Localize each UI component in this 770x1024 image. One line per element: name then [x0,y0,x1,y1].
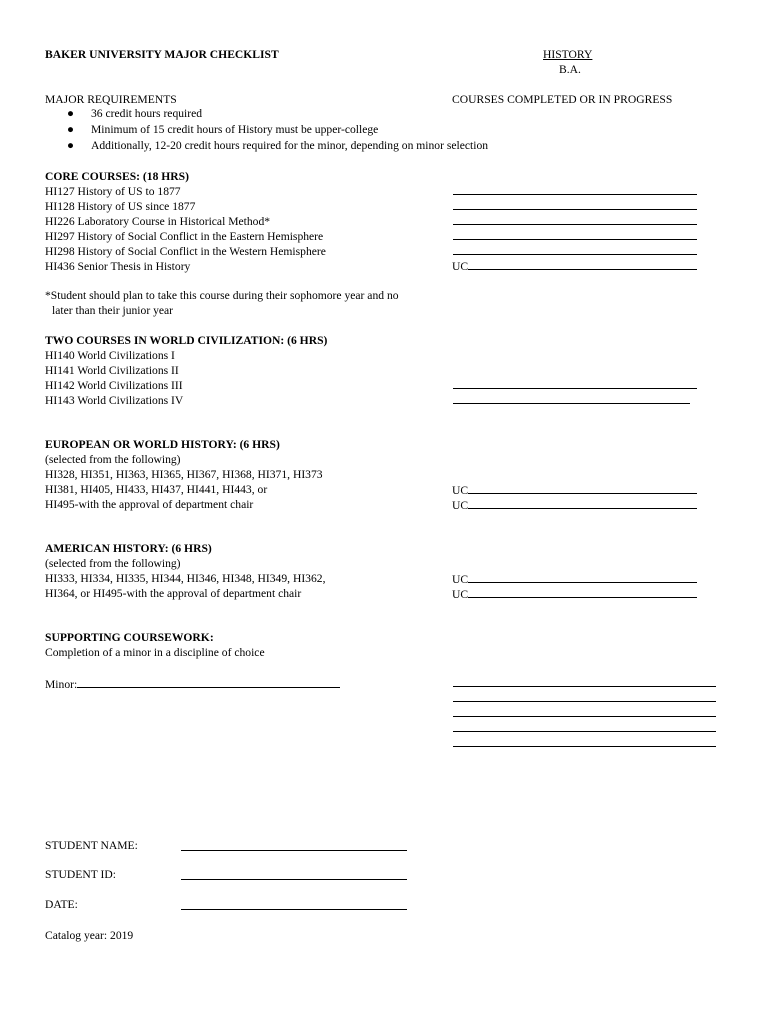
course-item: HI142 World Civilizations III [45,379,183,392]
american-history-heading: AMERICAN HISTORY: (6 HRS) [45,542,212,555]
date-label: DATE: [45,898,78,911]
uc-completion-field[interactable] [452,482,697,498]
minor-field[interactable] [45,676,340,692]
minor-label: Minor: [45,678,78,691]
bullet-icon: ● [67,123,75,136]
european-history-section [45,437,323,512]
core-note: *Student should plan to take this course during their sophomore year and no [45,289,399,302]
major-name: HISTORY [543,48,593,61]
date-field[interactable] [181,909,407,910]
completion-blank[interactable] [453,194,697,195]
supporting-description: Completion of a minor in a discipline of choice [45,646,265,659]
document-title: BAKER UNIVERSITY MAJOR CHECKLIST [45,48,279,61]
core-note-continued: later than their junior year [52,304,174,317]
bullet-icon: ● [67,107,75,120]
completion-blank[interactable] [453,716,716,717]
bullet-icon: ● [67,139,75,152]
requirement-text: 36 credit hours required [91,107,203,120]
completion-blank[interactable] [453,746,716,747]
list-item [67,138,488,154]
completion-blank[interactable] [453,403,690,404]
course-item: HI298 History of Social Conflict in the Western Hemisphere [45,245,326,258]
requirement-text: Additionally, 12-20 credit hours required for the minor, depending on minor selection [91,139,489,152]
uc-prefix: UC [452,499,469,512]
uc-completion-field[interactable] [452,258,697,274]
course-options: HI381, HI405, HI433, HI437, HI441, HI443, or [45,483,268,496]
completion-blank[interactable] [453,254,697,255]
selection-note: (selected from the following) [45,453,181,466]
course-item: HI127 History of US to 1877 [45,185,181,198]
uc-completion-field[interactable] [452,497,697,513]
course-options: HI328, HI351, HI363, HI365, HI367, HI368, HI371, HI373 [45,468,323,481]
list-item [67,122,488,138]
course-item: HI141 World Civilizations II [45,364,179,377]
uc-completion-field[interactable] [452,571,697,587]
core-courses-heading: CORE COURSES: (18 HRS) [45,170,189,183]
course-item: HI436 Senior Thesis in History [45,260,191,273]
course-options: HI333, HI334, HI335, HI344, HI346, HI348, HI349, HI362, [45,572,326,585]
student-id-label: STUDENT ID: [45,868,116,881]
uc-prefix: UC [452,588,469,601]
completion-blank[interactable] [453,209,697,210]
uc-prefix: UC [452,573,469,586]
supporting-section [45,630,265,660]
completion-blank[interactable] [453,239,697,240]
world-civ-section [45,333,327,408]
uc-prefix: UC [452,260,469,273]
catalog-year: Catalog year: 2019 [45,929,134,942]
completion-blank[interactable] [453,686,716,687]
selection-note: (selected from the following) [45,557,181,570]
courses-completed-heading: COURSES COMPLETED OR IN PROGRESS [452,93,673,106]
course-item: HI226 Laboratory Course in Historical Method* [45,215,271,228]
requirement-text: Minimum of 15 credit hours of History must be upper-college [91,123,379,136]
requirements-list [67,106,488,154]
american-history-section [45,541,325,601]
core-courses-section [45,169,326,274]
degree-label: B.A. [559,63,581,76]
completion-blank[interactable] [453,701,716,702]
uc-completion-field[interactable] [452,586,697,602]
course-item: HI297 History of Social Conflict in the Eastern Hemisphere [45,230,324,243]
student-name-label: STUDENT NAME: [45,839,138,852]
student-name-field[interactable] [181,850,407,851]
completion-blank[interactable] [453,388,697,389]
course-item: HI140 World Civilizations I [45,349,175,362]
student-id-field[interactable] [181,879,407,880]
course-options: HI364, or HI495-with the approval of department chair [45,587,302,600]
course-item: HI128 History of US since 1877 [45,200,196,213]
list-item [67,106,488,122]
uc-prefix: UC [452,484,469,497]
world-civ-heading: TWO COURSES IN WORLD CIVILIZATION: (6 HRS) [45,334,328,347]
european-history-heading: EUROPEAN OR WORLD HISTORY: (6 HRS) [45,438,280,451]
completion-blank[interactable] [453,224,697,225]
course-item: HI143 World Civilizations IV [45,394,184,407]
requirements-heading: MAJOR REQUIREMENTS [45,93,177,106]
completion-blank[interactable] [453,731,716,732]
supporting-heading: SUPPORTING COURSEWORK: [45,631,214,644]
course-options: HI495-with the approval of department chair [45,498,254,511]
